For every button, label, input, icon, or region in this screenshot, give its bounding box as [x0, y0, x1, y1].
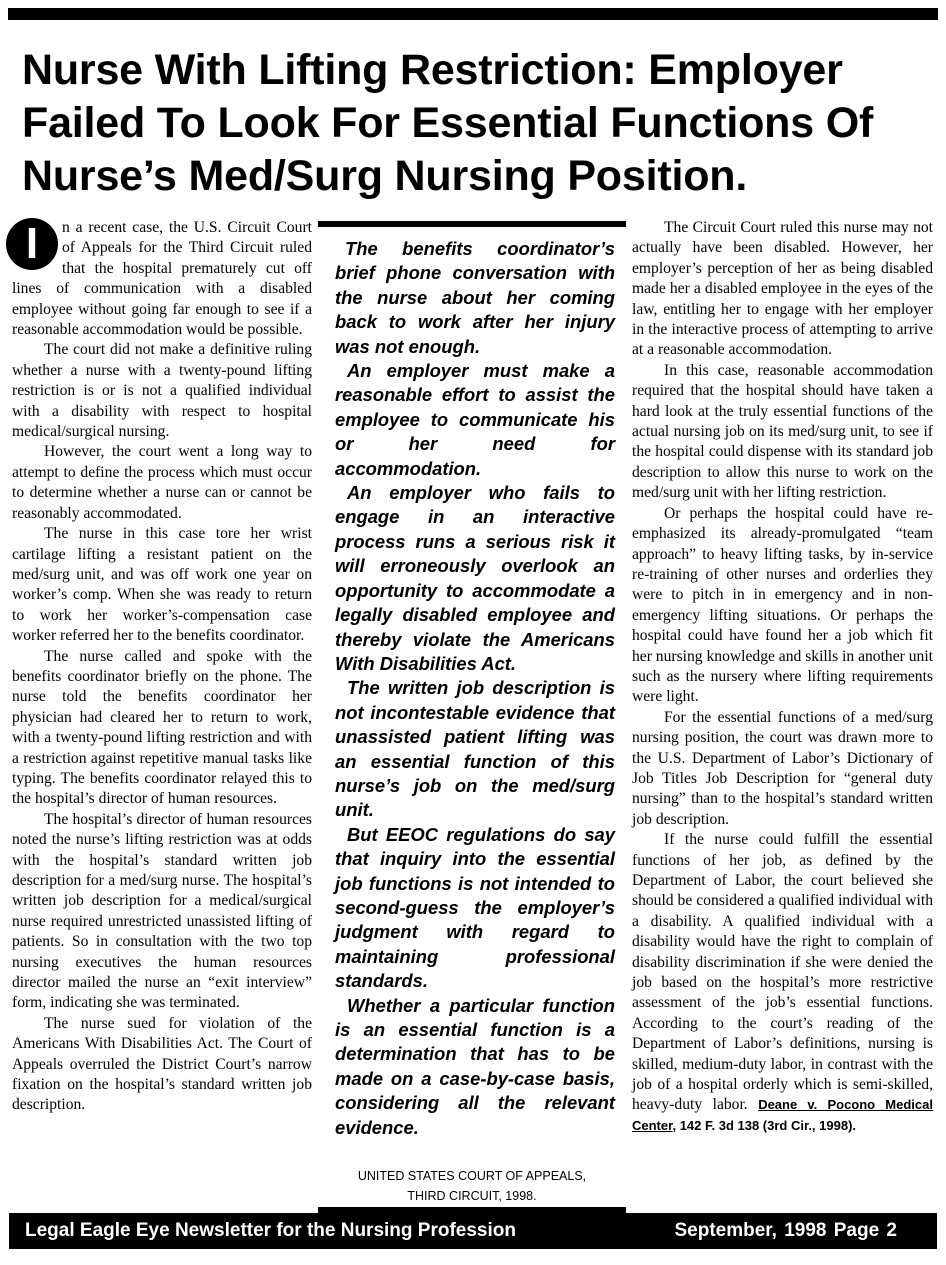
issue-date-page: September, 1998 Page 2 [674, 1220, 897, 1241]
article-column-right [632, 218, 933, 1136]
article-column-left [12, 218, 312, 1116]
pullquote [335, 237, 615, 1140]
paragraph: Or perhaps the hospital could have re-emphasized its already-promulgated “team approach” to heavy lifting tasks, by in-service re-training of other nurses and orderlies they were to pitch in in emergency and in non-emergency lifting situations. Or perhaps the hospital could have found her a job which fit her nursing knowledge and skills in another unit such as the nursery where lifting requirements were light. [632, 504, 933, 706]
paragraph: The court did not make a definitive ruling whether a nurse with a twenty-pound lifting restriction is or is not a qualified individual with a disability with respect to hospital medical/surgical nursing. [12, 341, 312, 441]
paragraph: In this case, reasonable accommodation required that the hospital should have taken a hard look at the truly essential functions of the actual nursing job on its med/surg unit, to see if the hospital could dispense with its standard job description to allow this nurse to work on the med/surg unit with her lifting restriction. [632, 361, 933, 502]
pullquote-paragraph: The benefits coordinator’s brief phone conversation with the nurse about her coming back to work after her injury was not enough. [335, 238, 615, 357]
pullquote-attribution [322, 1166, 622, 1206]
court-circuit-year: THIRD CIRCUIT, 1998. [407, 1189, 537, 1203]
pullquote-paragraph: The written job description is not incontestable evidence that unassisted patient lifting was an essential function of this nurse’s job on the med/surg unit. [335, 677, 615, 821]
headline: Nurse With Lifting Restriction: Employer Failed To Look For Essential Functions Of Nurse’s Med/Surg Nursing Position. [22, 46, 874, 200]
case-citation: Deane v. Pocono Medical Center [632, 1097, 933, 1133]
paragraph: n a recent case, the U.S. Circuit Court of Appeals for the Third Circuit ruled that the hospital prematurely cut off lines of communication with a disabled employee without going far enough to see if a reasonable accommodation would be possible. [12, 219, 312, 339]
top-rule [8, 8, 938, 20]
paragraph: However, the court went a long way to attempt to define the process which must occur to determine whether a nurse can or cannot be reasonably accommodated. [12, 443, 312, 522]
pullquote-top-rule [318, 221, 626, 227]
pullquote-paragraph: But EEOC regulations do say that inquiry into the essential job functions is not intended to second-guess the employer’s judgment with regard to maintaining professional standards. [335, 823, 615, 992]
paragraph: The nurse in this case tore her wrist cartilage lifting a resistant patient on the med/surg unit, and was off work one year on worker’s comp. When she was ready to return to work her worker’s-compensation case worker referred her to the benefits coordinator. [12, 525, 312, 645]
paragraph: The hospital’s director of human resources noted the nurse’s lifting restriction was at odds with the hospital’s standard written job description for a med/surg nurse. The hospital’s written job description for a medical/surgical nurse required unrestricted unassisted lifting of patients. So in consultation with the two top nursing executives the human resources director mailed the nurse an “exit interview” form, indicating she was terminated. [12, 810, 312, 1012]
paragraph: The Circuit Court ruled this nurse may not actually have been disabled. However, her employer’s perception of her as being disabled made her a disabled employee in the eyes of the law, entitling her to engage with her employer in the interactive process of attempting to arrive at a reasonable accommodation. [632, 219, 933, 359]
footer-bar [9, 1213, 937, 1249]
paragraph: The nurse called and spoke with the benefits coordinator briefly on the phone. The nurse told the benefits coordinator her physician had cleared her to return to work, with a twenty-pound lifting restriction and with a restriction against repetitive manual tasks like typing. The benefits coordinator relayed this to the hospital’s director of human resources. [12, 647, 312, 808]
pullquote-paragraph: Whether a particular function is an essential function is a determination that has to be made on a case-by-case basis, considering all the relevant evidence. [335, 994, 615, 1138]
paragraph: The nurse sued for violation of the Americans With Disabilities Act. The Court of Appeals overruled the District Court’s narrow fixation on the hospital’s standard written job description. [12, 1014, 312, 1114]
drop-cap: I [6, 218, 58, 270]
paragraph-with-citation [632, 830, 933, 1136]
pullquote-paragraph: An employer who fails to engage in an interactive process runs a serious risk it will erroneously overlook an opportunity to accommodate a legally disabled employee and thereby violate the Americans With Disabilities Act. [335, 482, 615, 674]
pullquote-paragraph: An employer must make a reasonable effort to assist the employee to communicate his or her need for accommodation. [335, 360, 615, 479]
newsletter-name: Legal Eagle Eye Newsletter for the Nursing Profession [25, 1220, 516, 1241]
court-name: UNITED STATES COURT OF APPEALS, [357, 1169, 587, 1183]
paragraph: For the essential functions of a med/surg nursing position, the court was drawn more to the U.S. Department of Labor’s Dictionary of Job Titles Job Description for “general duty nursing” than to the hospital’s standard written job description. [632, 708, 933, 828]
paragraph-text: If the nurse could fulfill the essential functions of her job, as defined by the Department of Labor, the court believed she should be considered a qualified individual with a disability. A qualified individual with a disability would have the right to complain of disability discrimination if she were denied the job based on the hospital’s more restrictive assessment of the job’s essential functions. According to the court’s reading of the Department of Labor’s definitions, nursing is skilled, medium-duty labor, in contrast with the job of a hospital orderly which is semi-skilled, heavy-duty labor. [632, 831, 933, 1114]
case-citation-reference: , 142 F. 3d 138 (3rd Cir., 1998). [672, 1117, 857, 1133]
